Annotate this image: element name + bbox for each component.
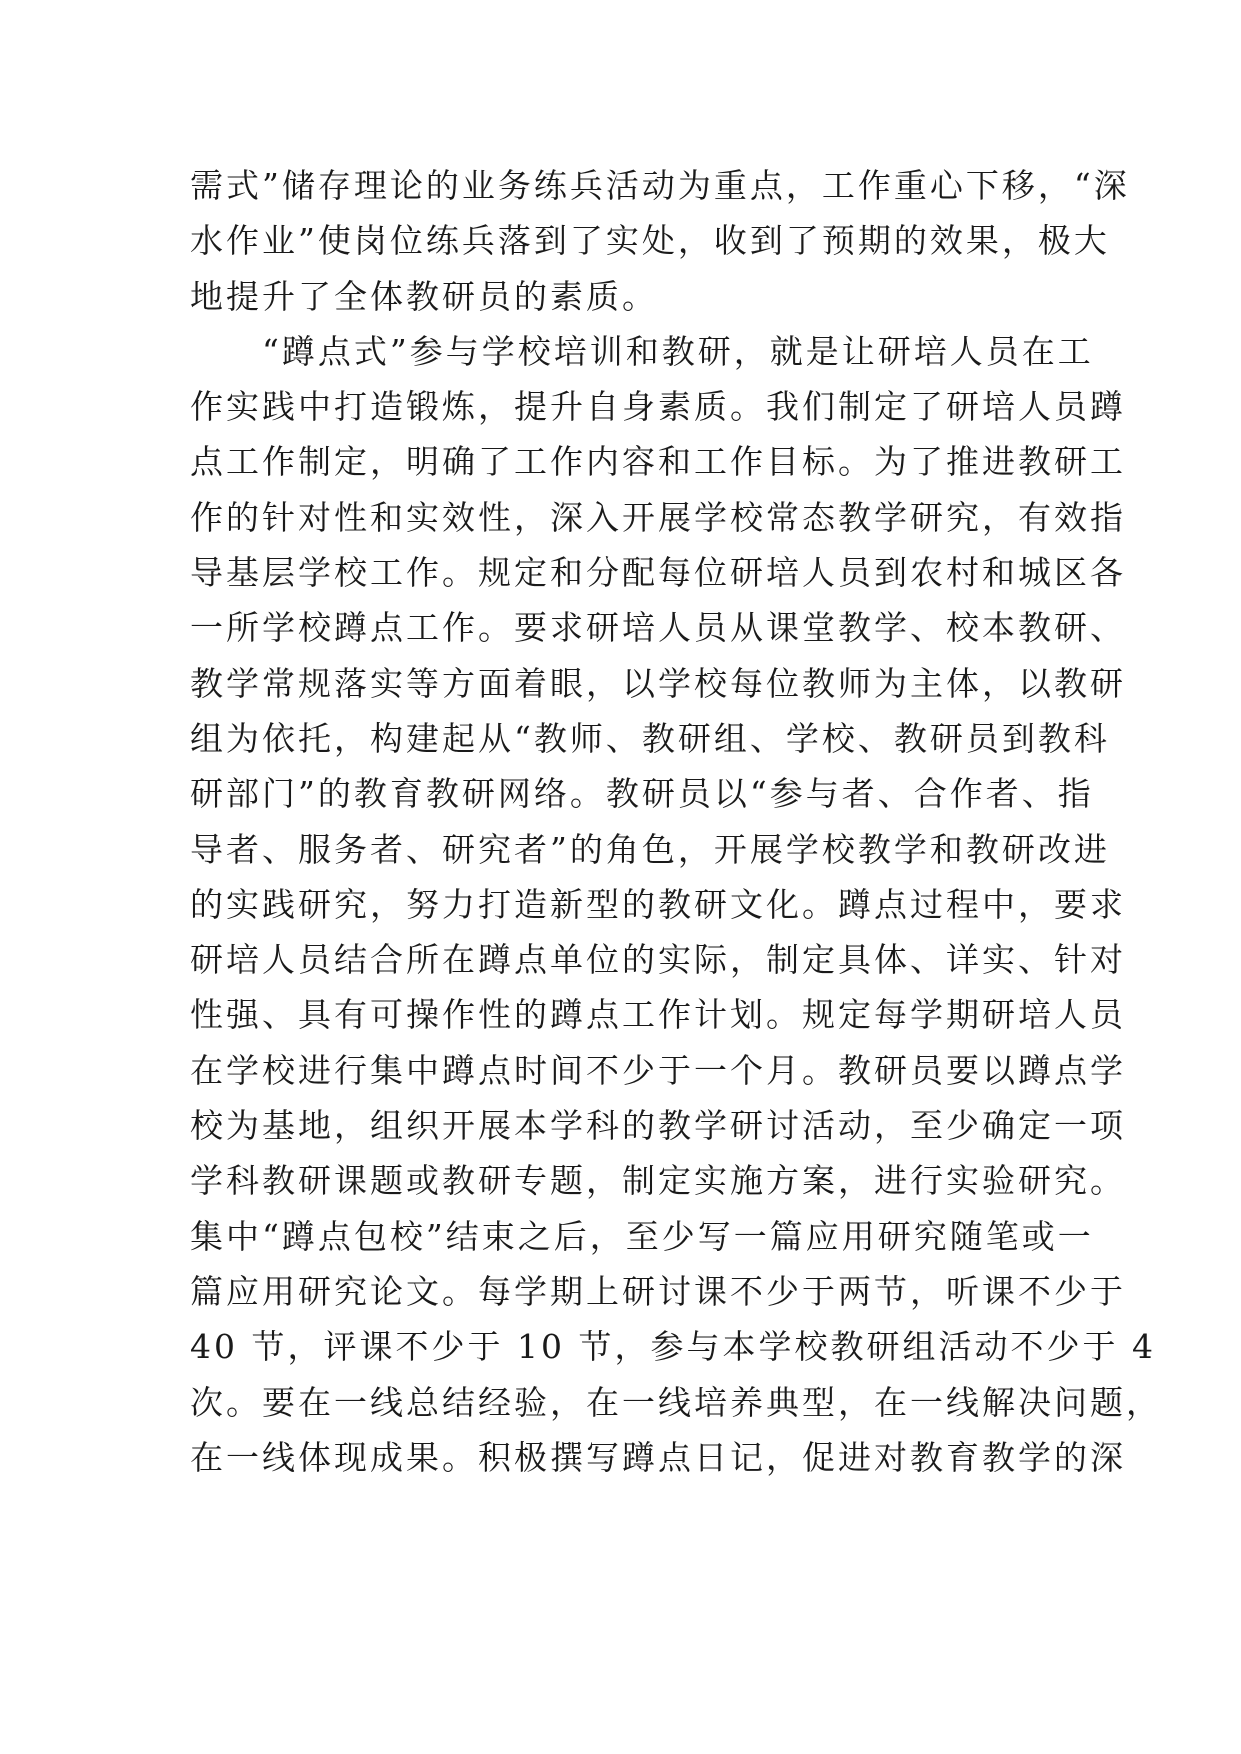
text-line: 集中“蹲点包校”结束之后，至少写一篇应用研究随笔或一 bbox=[190, 1216, 1094, 1256]
text-line: 研部门”的教育教研网络。教研员以“参与者、合作者、指 bbox=[190, 774, 1094, 814]
text-line: 作的针对性和实效性，深入开展学校常态教学研究，有效指 bbox=[190, 497, 1126, 537]
text-line: 次。要在一线总结经验，在一线培养典型，在一线解决问题， bbox=[190, 1382, 1162, 1422]
text-line: 组为依托，构建起从“教师、教研组、学校、教研员到教科 bbox=[190, 718, 1110, 758]
text-line: 在一线体现成果。积极撰写蹲点日记，促进对教育教学的深 bbox=[190, 1437, 1126, 1477]
text-line: “蹲点式”参与学校培训和教研，就是让研培人员在工 bbox=[190, 331, 1094, 371]
text-line: 篇应用研究论文。每学期上研讨课不少于两节，听课不少于 bbox=[190, 1271, 1126, 1311]
text-line: 水作业”使岗位练兵落到了实处，收到了预期的效果，极大 bbox=[190, 221, 1110, 261]
text-line: 性强、具有可操作性的蹲点工作计划。规定每学期研培人员 bbox=[190, 995, 1126, 1035]
body-text bbox=[190, 158, 1162, 1485]
text-line: 研培人员结合所在蹲点单位的实际，制定具体、详实、针对 bbox=[190, 940, 1126, 980]
text-line: 40 节，评课不少于 10 节，参与本学校教研组活动不少于 4 bbox=[190, 1327, 1156, 1367]
text-line: 一所学校蹲点工作。要求研培人员从课堂教学、校本教研、 bbox=[190, 608, 1126, 648]
text-line: 的实践研究，努力打造新型的教研文化。蹲点过程中，要求 bbox=[190, 884, 1126, 924]
text-line: 教学常规落实等方面着眼，以学校每位教师为主体，以教研 bbox=[190, 663, 1126, 703]
text-line: 在学校进行集中蹲点时间不少于一个月。教研员要以蹲点学 bbox=[190, 1050, 1126, 1090]
text-line: 作实践中打造锻炼，提升自身素质。我们制定了研培人员蹲 bbox=[190, 387, 1126, 427]
text-line: 导基层学校工作。规定和分配每位研培人员到农村和城区各 bbox=[190, 553, 1126, 593]
text-line: 需式”储存理论的业务练兵活动为重点，工作重心下移，“深 bbox=[190, 166, 1130, 205]
text-line: 学科教研课题或教研专题，制定实施方案，进行实验研究。 bbox=[190, 1161, 1126, 1201]
text-line: 地提升了全体教研员的素质。 bbox=[190, 276, 658, 316]
text-line: 导者、服务者、研究者”的角色，开展学校教学和教研改进 bbox=[190, 829, 1110, 869]
text-line: 点工作制定，明确了工作内容和工作目标。为了推进教研工 bbox=[190, 442, 1126, 482]
text-line: 校为基地，组织开展本学科的教学研讨活动，至少确定一项 bbox=[190, 1106, 1126, 1146]
